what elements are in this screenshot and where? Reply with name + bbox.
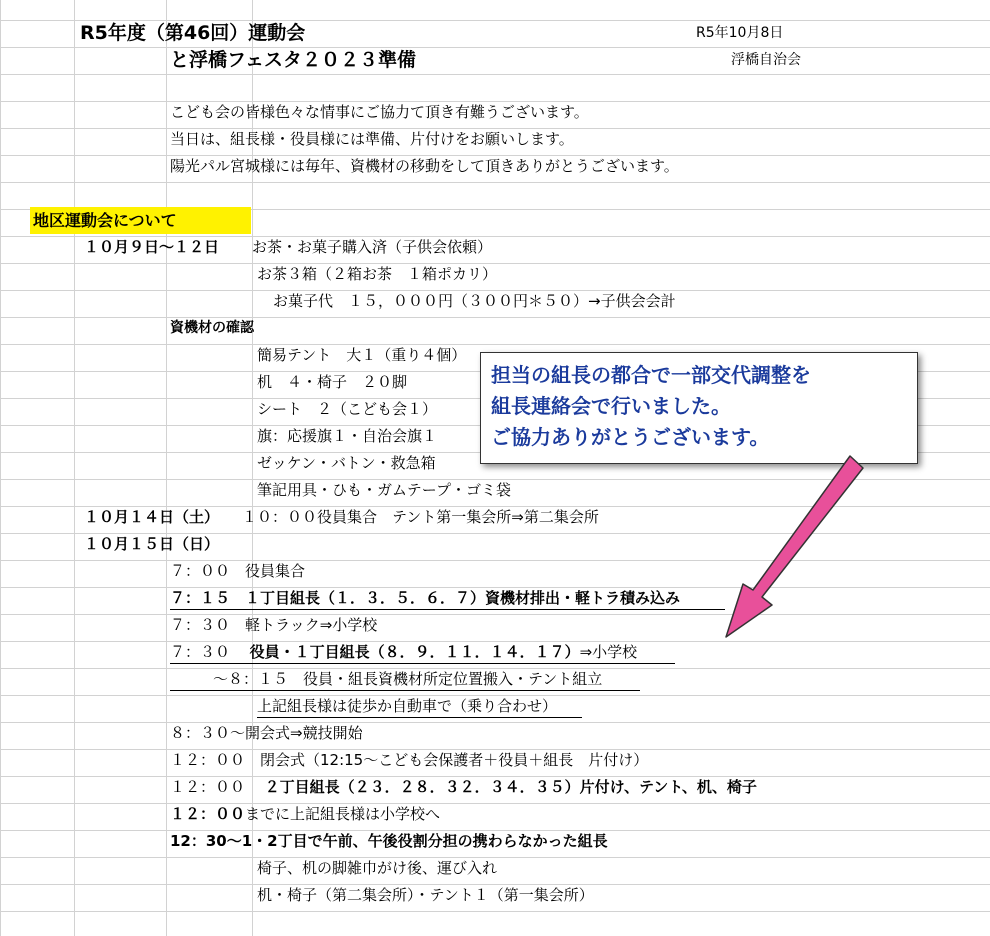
section-title: 地区運動会について — [30, 207, 251, 234]
schedule-bold: 役員・１丁目組長（８．９．１１．１４．１７） — [249, 643, 580, 661]
schedule-line: ７：１５ １丁目組長（１．３．５．６．７）資機材排出・軽トラ積み込み — [170, 589, 681, 607]
schedule-line: 〜８：１５ 役員・組長資機材所定位置搬入・テント組立 — [213, 670, 603, 688]
schedule-line: １２：００ 閉会式（12:15〜こども会保護者＋役員＋組長 片付け） — [170, 751, 649, 769]
prep-sweets: お菓子代 １５，０００円（３００円＊５０）→子供会会計 — [273, 292, 676, 310]
equipment-item: シート ２（こども会１） — [257, 400, 438, 418]
schedule-time: １２：００ — [170, 805, 246, 823]
callout-line: 担当の組長の都合で一部交代調整を — [491, 363, 811, 387]
header-date: R5年10月8日 — [696, 25, 784, 41]
intro-line: 当日は、組長様・役員様には準備、片付けをお願いします。 — [170, 130, 574, 148]
prep-date: １０月９日〜１２日 — [84, 238, 220, 256]
equipment-item: 旗：応援旗１・自治会旗１ — [257, 427, 438, 445]
document-title-line2: と浮橋フェスタ２０２３準備 — [170, 49, 417, 71]
equipment-item: 机 ４・椅子 ２０脚 — [257, 373, 408, 391]
schedule-line: 上記組長様は徒歩か自動車で（乗り合わせ） — [257, 697, 558, 715]
schedule-line: ７：００ 役員集合 — [170, 562, 306, 580]
intro-line: 陽光パル宮城様には毎年、資機材の移動をして頂きありがとうございます。 — [170, 157, 679, 175]
schedule-line: 机・椅子（第二集会所）・テント１（第一集会所） — [257, 886, 594, 904]
schedule-time: ７：３０ — [170, 643, 231, 661]
schedule-time: １２：００ — [170, 778, 246, 796]
arrow-shape — [726, 456, 863, 637]
oct14-text: １０：００役員集合 テント第一集会所⇒第二集会所 — [242, 508, 599, 526]
callout-line: 組長連絡会で行いました。 — [491, 394, 731, 418]
prep-purchase: お茶・お菓子購入済（子供会依頼） — [252, 238, 493, 256]
schedule-line: ８：３０〜開会式⇒競技開始 — [170, 724, 363, 742]
equipment-title: 資機材の確認 — [170, 320, 254, 336]
prep-tea: お茶３箱（２箱お茶 １箱ポカリ） — [257, 265, 498, 283]
oct15-date: １０月１５日（日） — [84, 535, 220, 553]
schedule-rest: ⇒小学校 — [579, 643, 638, 661]
intro-line: こども会の皆様色々な情事にご協力て頂き有難うございます。 — [170, 103, 589, 121]
schedule-line: 12：30〜1・2丁目で午前、午後役割分担の携わらなかった組長 — [170, 832, 608, 850]
schedule-line: 椅子、机の脚雑巾がけ後、運び入れ — [257, 859, 498, 877]
equipment-item: 簡易テント 大１（重り４個） — [257, 346, 467, 364]
header-organization: 浮橋自治会 — [731, 52, 801, 68]
oct14-date: １０月１４日（土） — [84, 508, 220, 526]
schedule-bold: ２丁目組長（２３．２８．３２．３４．３５）片付け、テント、机、椅子 — [264, 778, 757, 796]
equipment-item: ゼッケン・バトン・救急箱 — [257, 454, 436, 472]
schedule-rest: までに上記組長様は小学校へ — [245, 805, 441, 823]
callout-line: ご協力ありがとうございます。 — [491, 425, 770, 449]
document-title-line1: R5年度（第46回）運動会 — [80, 22, 306, 44]
schedule-line: ７：３０ 軽トラック⇒小学校 — [170, 616, 378, 634]
equipment-item: 筆記用具・ひも・ガムテープ・ゴミ袋 — [257, 481, 511, 499]
